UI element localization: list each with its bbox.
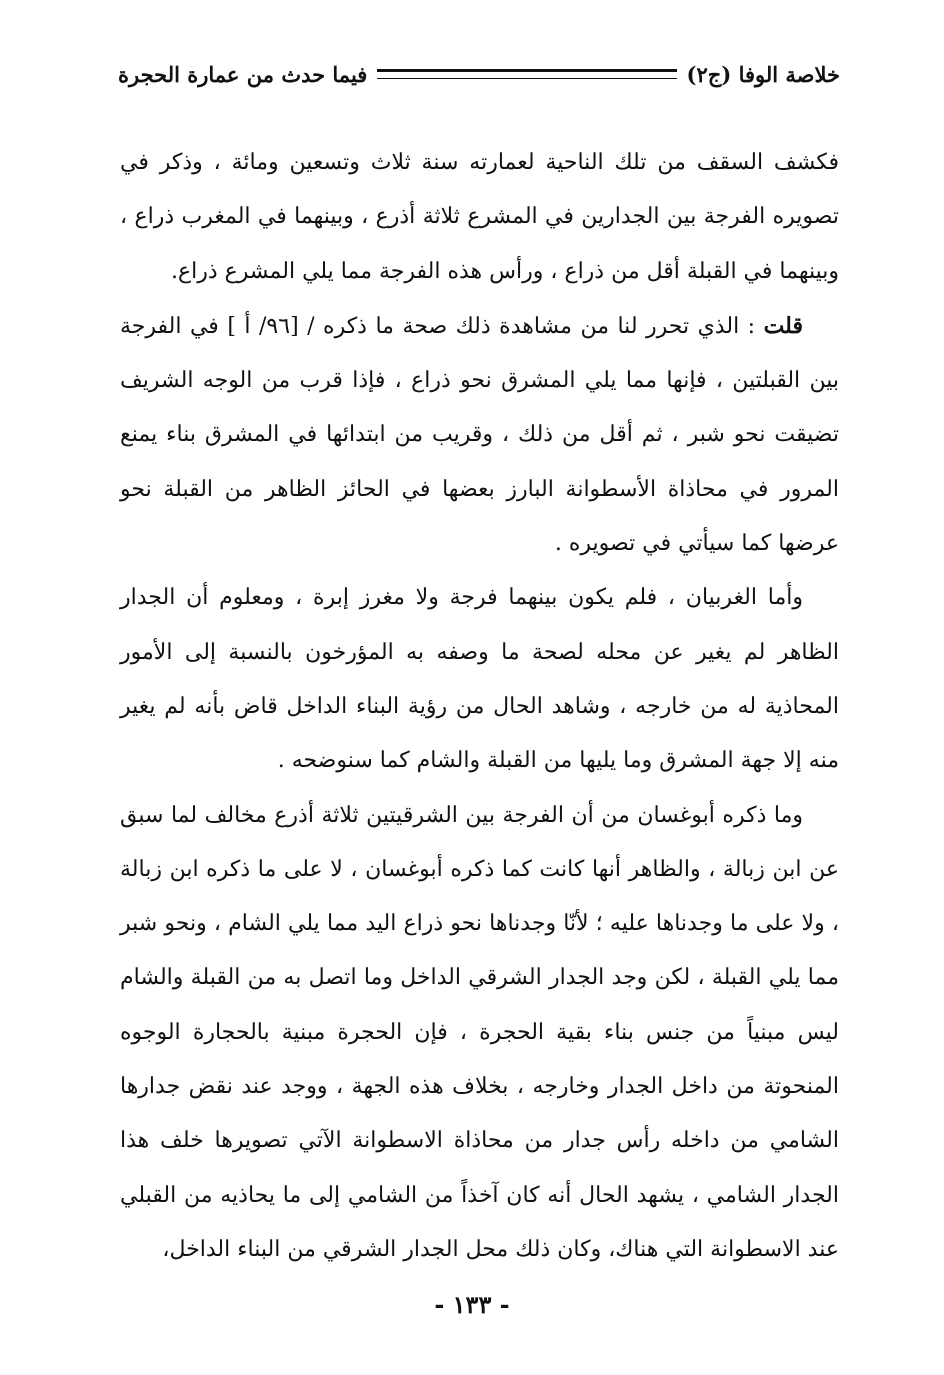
- paragraph-4: [120, 789, 839, 1278]
- header-book-title: خلاصة الوفا (ج٢): [686, 61, 840, 87]
- header-section-title: فيما حدث من عمارة الحجرة: [118, 61, 368, 87]
- paragraph-1-text: فكشف السقف من تلك الناحية لعمارته سنة ثلاث وتسعين ومائة ، وذكر في تصويره الفرجة بين الجدارين في المشرع ثلاثة أذرع ، وبينهما في المغرب ذراع ، وبينهما في القبلة أقل من ذراع ، ورأس هذه الفرجة مما يلي المشرع ذراع.: [120, 150, 839, 284]
- paragraph-2-lead: قلت: [763, 312, 803, 339]
- paragraph-2-text: : الذي تحرر لنا من مشاهدة ذلك صحة ما ذكره / [٩٦/ أ ] في الفرجة بين القبلتين ، فإنها مما يلي المشرق نحو ذراع ، فإذا قرب من الوجه الشريف تضيقت نحو شبر ، ثم أقل من ذلك ، وقريب من ابتدائها في المشرق بناء يمنع المرور في محاذاة الأسطوانة البارز بعضها في الحائز الظاهر من القبلة نحو عرضها كما سيأتي في تصويره .: [120, 313, 839, 557]
- paragraph-3: [120, 571, 839, 788]
- paragraph-1: [120, 136, 839, 299]
- paragraph-3-text: وأما الغربيان ، فلم يكون بينهما فرجة ولا مغرز إبرة ، ومعلوم أن الجدار الظاهر لم يغير عن محله لصحة ما وصفه به المؤرخون بالنسبة إلى الأمور المحاذية له من خارجه ، وشاهد الحال من رؤية البناء الداخل قاض بأنه لم يغير منه إلا جهة المشرق وما يليها من القبلة والشام كما سنوضحه .: [120, 585, 839, 774]
- header-rule: [377, 69, 676, 79]
- page-body: [120, 136, 839, 1277]
- paragraph-2: [120, 299, 839, 571]
- running-header: [118, 58, 840, 90]
- paragraph-4-text: وما ذكره أبوغسان من أن الفرجة بين الشرقيتين ثلاثة أذرع مخالف لما سبق عن ابن زبالة ، والظاهر أنها كانت كما ذكره أبوغسان ، لا على ما ذكره ابن زبالة ، ولا على ما وجدناها عليه ؛ لأنّا وجدناها نحو ذراع اليد مما يلي الشام ، ونحو شبر مما يلي القبلة ، لكن وجد الجدار الشرقي الداخل وما اتصل به من القبلة والشام ليس مبنياً من جنس بناء بقية الحجرة ، فإن الحجرة مبنية بالحجارة الوجوه المنحوتة من داخل الجدار وخارجه ، بخلاف هذه الجهة ، ووجد عند نقض جدارها الشامي من داخله رأس جدار من محاذاة الاسطوانة الآتي تصويرها خلف هذا الجدار الشامي ، يشهد الحال أنه كان آخذاً من الشامي إلى ما يحاذيه من القبلي عند الاسطوانة التي هناك، وكان ذلك محل الجدار الشرقي من البناء الداخل،: [120, 802, 839, 1262]
- page-number: - ١٣٣ -: [434, 1290, 510, 1319]
